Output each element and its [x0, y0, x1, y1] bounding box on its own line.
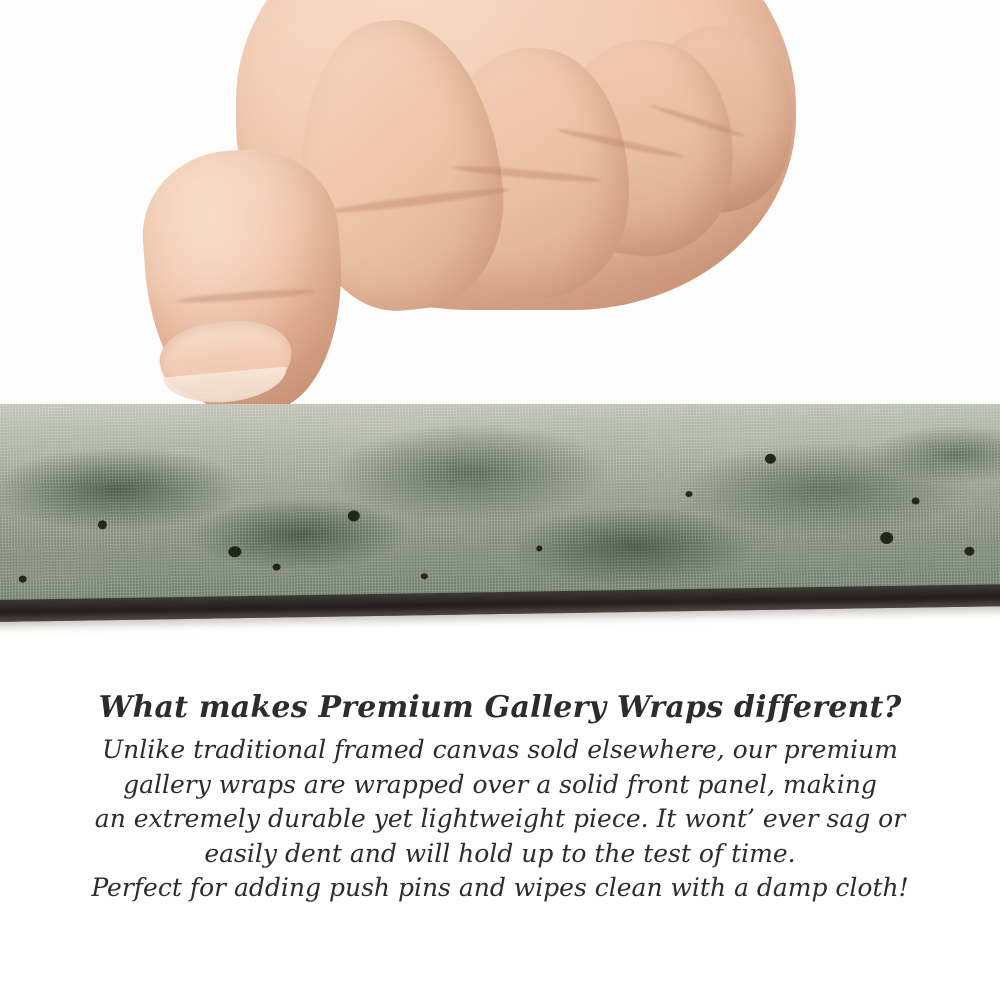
caption-line: Unlike traditional framed canvas sold elsewhere, our premium	[102, 735, 898, 764]
canvas-edge-strip	[0, 404, 1000, 640]
canvas-speck	[98, 520, 107, 529]
hand-photo	[0, 0, 1000, 408]
caption-line: gallery wraps are wrapped over a solid front panel, making	[123, 769, 877, 799]
caption-block	[0, 690, 1000, 906]
canvas-speck	[685, 491, 692, 497]
caption-line: an extremely durable yet lightweight piece. It wont’ ever sag or	[94, 804, 906, 833]
canvas-speck	[912, 497, 920, 504]
canvas-speck	[880, 532, 893, 544]
caption-body	[0, 733, 1000, 906]
canvas-speck	[273, 564, 281, 571]
caption-line: easily dent and will hold up to the test of time.	[204, 838, 796, 868]
canvas-speck	[421, 573, 428, 579]
canvas-speck	[964, 547, 974, 556]
canvas-speck	[536, 545, 542, 551]
caption-line: Perfect for adding push pins and wipes clean with a damp cloth!	[91, 873, 909, 902]
caption-heading: What makes Premium Gallery Wraps different?	[98, 690, 902, 725]
